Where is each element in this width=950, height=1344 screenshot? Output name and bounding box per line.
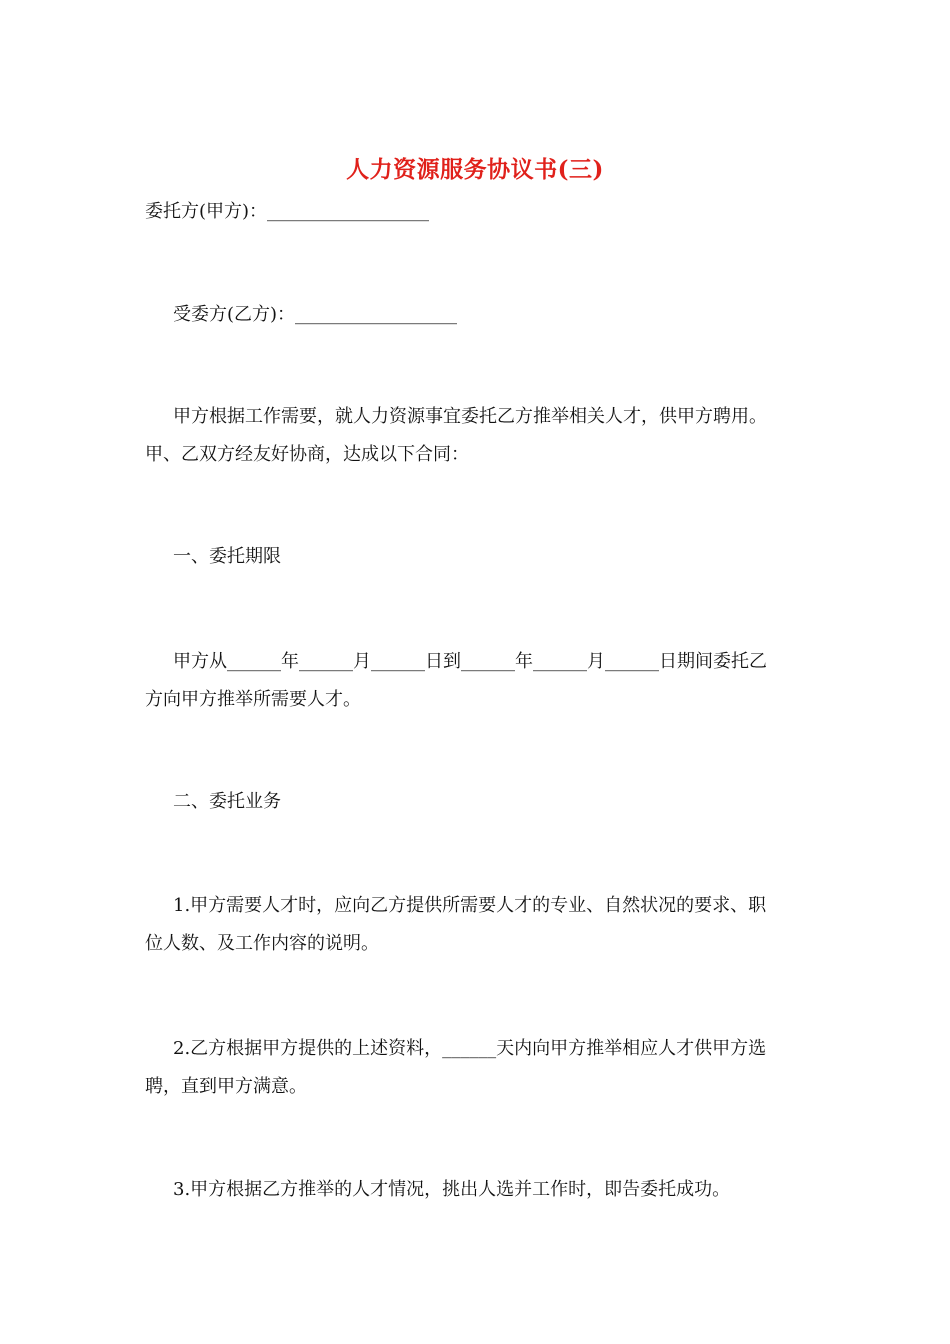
- document-title: 人力资源服务协议书(三): [346, 156, 604, 183]
- party-a-line: 委托方(甲方)：__________________: [145, 201, 430, 222]
- intro-line-1: 甲方根据工作需要，就人力资源事宜委托乙方推举相关人才，供甲方聘用。: [173, 406, 767, 427]
- item-1-line-1: 1.甲方需要人才时，应向乙方提供所需要人才的专业、自然状况的要求、职: [173, 895, 767, 916]
- party-b-line: 受委方(乙方)：__________________: [173, 304, 458, 325]
- item-2-line-1: 2.乙方根据甲方提供的上述资料，______天内向甲方推举相应人才供甲方选: [173, 1038, 767, 1059]
- item-2-line-2: 聘，直到甲方满意。: [145, 1076, 307, 1097]
- section-1-line-2: 方向甲方推举所需要人才。: [145, 689, 361, 710]
- section-2-heading: 二、委托业务: [173, 791, 281, 812]
- item-3-line-1: 3.甲方根据乙方推举的人才情况，挑出人选并工作时，即告委托成功。: [173, 1179, 731, 1200]
- section-1-heading: 一、委托期限: [173, 546, 281, 567]
- item-1-line-2: 位人数、及工作内容的说明。: [145, 933, 379, 954]
- section-1-line-1: 甲方从______年______月______日到______年______月______日期间委托乙: [173, 651, 767, 672]
- intro-line-2: 甲、乙双方经友好协商，达成以下合同：: [145, 444, 469, 465]
